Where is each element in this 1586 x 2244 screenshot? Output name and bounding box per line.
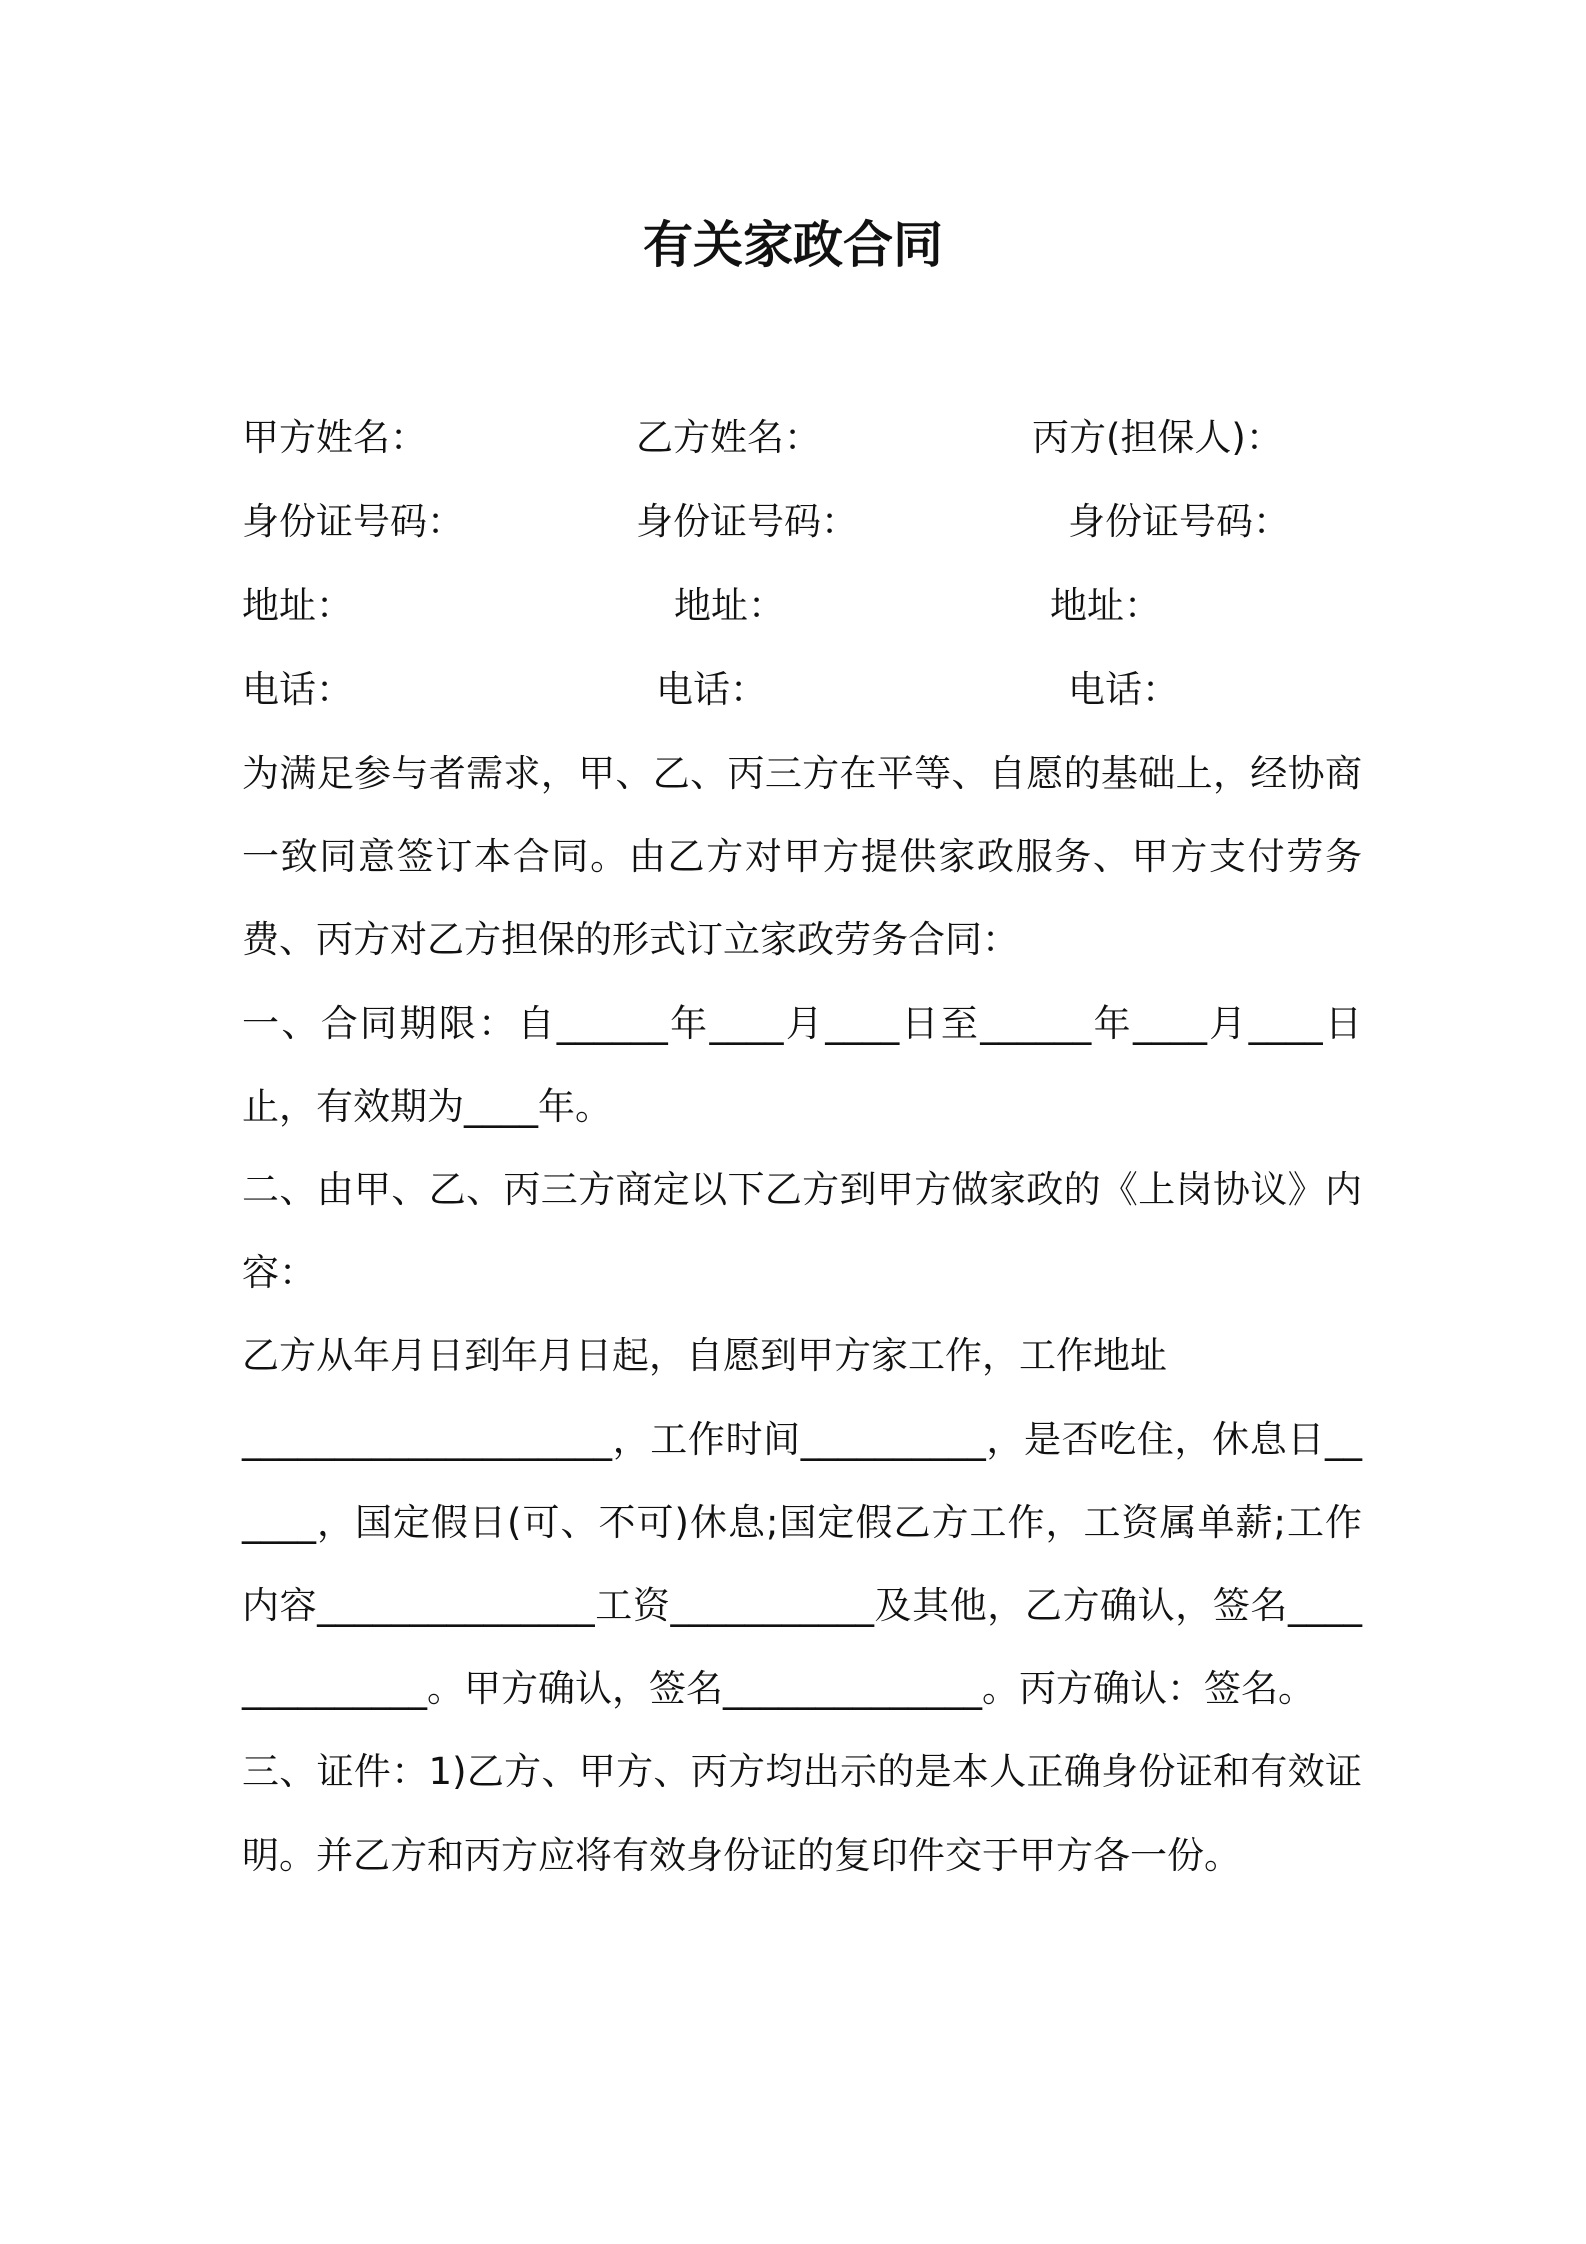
party-b-phone-label: 电话： [656,668,767,711]
party-b-id-label: 身份证号码： [636,500,858,543]
party-phone-row [0,648,1586,732]
work-start-paragraph: 乙方从年月日到年月日起，自愿到甲方家工作，工作地址 [242,1334,1167,1378]
party-c-address-label: 地址： [1050,584,1161,627]
party-a-phone-label: 电话： [242,668,353,711]
document-title: 有关家政合同 [643,216,943,274]
party-a-id-label: 身份证号码： [242,500,464,543]
work-details-paragraph: ____________________，工作时间__________，是否吃住，休息日______，国定假日(可、不可)休息;国定假乙方工作，工资属单薪;工作内容_______________工资___________及其他，乙方确认，签名______________。甲方确认，签名______________。丙方确认：签名。 [242,1417,1362,1711]
contract-body [242,732,1362,1897]
preamble-paragraph: 为满足参与者需求，甲、乙、丙三方在平等、自愿的基础上，经协商一致同意签订本合同。由乙方对甲方提供家政服务、甲方支付劳务费、丙方对乙方担保的形式订立家政劳务合同： [242,752,1362,962]
party-name-row [0,396,1586,480]
term-clause: 一、合同期限：自______年____月____日至______年____月____日止，有效期为____年。 [242,1001,1362,1128]
party-id-row [0,480,1586,564]
documents-clause: 三、证件：1)乙方、甲方、丙方均出示的是本人正确身份证和有效证明。并乙方和丙方应将有效身份证的复印件交于甲方各一份。 [242,1750,1362,1877]
party-c-id-label: 身份证号码： [1068,500,1290,543]
party-a-name-label: 甲方姓名： [242,416,427,459]
party-c-name-label: 丙方(担保人)： [1032,416,1283,459]
agreement-clause: 二、由甲、乙、丙三方商定以下乙方到甲方做家政的《上岗协议》内容： [242,1168,1362,1295]
party-address-row [0,564,1586,648]
party-b-address-label: 地址： [674,584,785,627]
party-a-address-label: 地址： [242,584,353,627]
party-c-phone-label: 电话： [1068,668,1179,711]
party-b-name-label: 乙方姓名： [636,416,821,459]
